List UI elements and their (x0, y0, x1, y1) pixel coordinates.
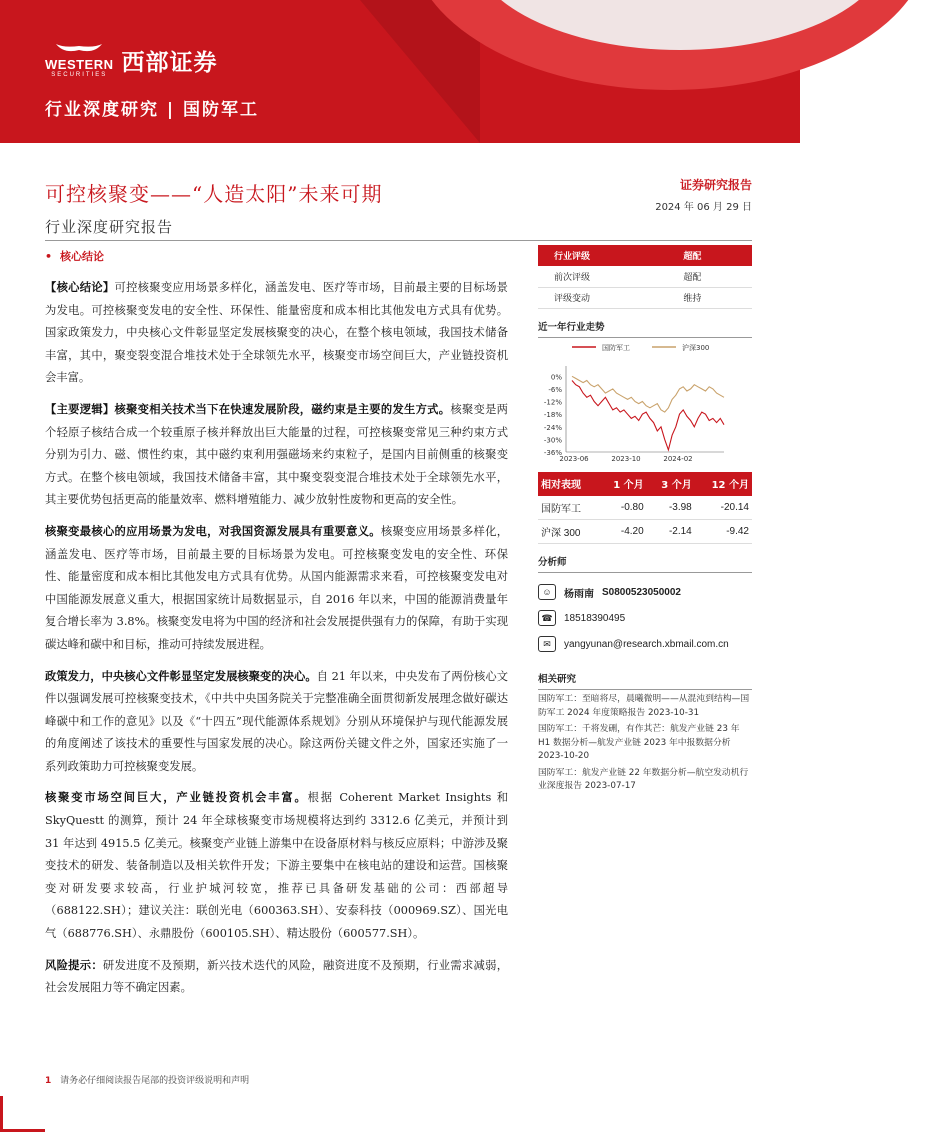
paragraph-text: 可控核聚变应用场景多样化，涵盖发电、医疗等市场，目前最主要的目标场景为发电。可控核聚变发电的安全性、环保性、能量密度和成本相比其他发电方式具有优势。国家政策发力，中央核心文件彰显坚定发展核聚变的决心，在整个核电领域，我国技术储备丰富，其中，聚变裂变混合堆技术处于全球领先水平，核聚变市场空间巨大，产业链投资机会丰富。 (45, 281, 508, 385)
rating-label: 行业评级 (538, 245, 667, 266)
performance-header (538, 472, 752, 496)
x-tick-label: 2023-06 (559, 454, 589, 463)
brand-cn: 西部证券 (121, 49, 218, 76)
paragraph-lead: 风险提示： (45, 957, 103, 972)
legend-label: 国防军工 (602, 343, 630, 352)
related-item[interactable]: 国防军工：航发产业链 22 年数据分析—航空发动机行业深度报告 2023-07-17 (538, 767, 749, 791)
footer (45, 1073, 249, 1086)
performance-header-cell: 3 个月 (647, 472, 695, 496)
analyst-row (538, 579, 752, 605)
analyst-email[interactable]: yangyunan@research.xbmail.com.cn (564, 638, 729, 650)
table-cell: 国防军工 (538, 496, 599, 520)
performance-table (538, 472, 752, 545)
footer-disclaimer: 请务必仔细阅读报告尾部的投资评级说明和声明 (60, 1076, 250, 1086)
rating-label: 评级变动 (538, 287, 667, 308)
analyst-name: 杨雨南 (564, 588, 594, 600)
table-row (538, 496, 752, 520)
analyst-email-row (538, 631, 752, 657)
table-cell: -9.42 (695, 520, 752, 544)
paragraph (45, 665, 508, 779)
trend-chart-svg (538, 338, 752, 463)
analyst-title: 分析师 (538, 554, 752, 573)
y-tick-label: -36% (543, 448, 562, 457)
paragraph-lead: 政策发力，中央核心文件彰显坚定发展核聚变的决心。 (45, 668, 317, 683)
analyst-cert: S0800523050002 (602, 586, 681, 598)
brand-logo (45, 42, 218, 78)
table-cell: -2.14 (647, 520, 695, 544)
series-line (572, 380, 724, 449)
paragraph-text: 根据 Coherent Market Insights 和 SkyQuestt 的测算，预计 24 年全球核聚变市场规模将达到约 3312.6 亿美元，并预计到 31 年达到 4915.5 亿美元。核聚变产业链上游集中在设备原材料与核反应原料；中游涉及聚变技术的研发、装备制造以及相关软件开发；下游主要集中在核电站的建设和运营。国核聚变对研发要求较高，行业护城河较宽，推荐已具备研发基础的公司：西部超导（688122.SH）；建议关注：联创光电（600363.SH）、安泰科技（000969.SZ）、国光电气（688776.SH）、永鼎股份（600105.SH）、精达股份（600577.SH）。 (45, 791, 508, 941)
paragraph (45, 954, 508, 1000)
y-tick-label: -6% (548, 385, 562, 394)
rating-value: 维持 (667, 287, 752, 308)
related-item[interactable]: 国防军工：千将发硎，有作其芒：航发产业链 23 年 H1 数据分析—航发产业链 2023 年中报数据分析 2023-10-20 (538, 724, 740, 761)
person-icon: ☺ (538, 584, 556, 600)
brand-en: WESTERN (45, 57, 114, 72)
report-date: 2024 年 06 月 29 日 (655, 202, 752, 213)
paragraph (45, 786, 508, 945)
paragraph-lead: 核聚变最核心的应用场景为发电，对我国资源发展具有重要意义。 (45, 523, 381, 538)
rating-value: 超配 (667, 245, 752, 266)
rating-row (538, 266, 752, 287)
table-row (538, 520, 752, 544)
table-cell: -0.80 (599, 496, 647, 520)
paragraph (45, 276, 508, 390)
breadcrumb: 行业深度研究 | 国防军工 (45, 100, 260, 120)
table-cell: -20.14 (695, 496, 752, 520)
legend-label: 沪深300 (682, 343, 710, 352)
performance-header-cell: 12 个月 (695, 472, 752, 496)
y-tick-label: -24% (543, 423, 562, 432)
brand-en-sub: SECURITIES (51, 72, 108, 78)
paragraph-lead: 核聚变市场空间巨大，产业链投资机会丰富。 (45, 790, 308, 805)
rating-label: 前次评级 (538, 266, 667, 287)
rating-row (538, 287, 752, 308)
main-text (45, 276, 508, 1008)
y-tick-label: 0% (550, 372, 562, 381)
report-title: 可控核聚变——“人造太阳”未来可期 (45, 182, 383, 206)
table-cell: -4.20 (599, 520, 647, 544)
paragraph-text: 研发进度不及预期，新兴技术迭代的风险，融资进度不及预期，行业需求减弱，社会发展阻力等不确定因素。 (45, 958, 508, 995)
series-line (572, 376, 724, 412)
rating-row (538, 245, 752, 266)
related-item[interactable]: 国防军工：至暗将尽，晨曦微明——从混沌到结构—国防军工 2024 年度策略报告 2023-10-31 (538, 694, 750, 718)
x-tick-label: 2023-10 (611, 454, 641, 463)
related-title: 相关研究 (538, 671, 752, 690)
corner-decoration (0, 1096, 45, 1132)
x-tick-label: 2024-02 (663, 454, 693, 463)
trend-title: 近一年行业走势 (538, 319, 752, 338)
report-type: 证券研究报告 (679, 178, 752, 192)
email-icon: ✉ (538, 636, 556, 652)
performance-header-cell: 1 个月 (599, 472, 647, 496)
y-tick-label: -12% (543, 398, 562, 407)
related-list (538, 693, 752, 794)
phone-icon: ☎ (538, 610, 556, 626)
analyst-phone: 18518390495 (564, 612, 626, 624)
paragraph-lead: 【主要逻辑】核聚变相关技术当下在快速发展阶段，磁约束是主要的发生方式。 (45, 401, 451, 416)
trend-chart (538, 338, 752, 463)
table-cell: 沪深 300 (538, 520, 599, 544)
paragraph-text: 核聚变是两个轻原子核结合成一个较重原子核并释放出巨大能量的过程，可控核聚变常见三种约束方式分别为引力、磁、惯性约束，其中磁约束利用强磁场来约束粒子，是国内目前侧重的核聚变方式。在整个核电领域，我国技术储备丰富，其中聚变裂变混合堆技术处于全球领先水平，其主要优势包括更高的能量效率、燃料增殖能力、减少放射性废物和更高的安全性。 (45, 402, 508, 507)
section-heading: • 核心结论 (45, 248, 104, 264)
page-number: 1 (45, 1076, 52, 1086)
paragraph-text: 自 21 年以来，中央发布了两份核心文件以强调发展可控核聚变技术，《中共中央国务院关于完整准确全面贯彻新发展理念做好碳达峰碳中和工作的意见》以及《“十四五”现代能源体系规划》分别从环境保护与现代能源发展的角度阐述了该技术的重要性与国家发展的决心。除这两份关键文件之外，国家还实施了一系列政策助力可控核聚变发展。 (45, 669, 508, 773)
table-cell: -3.98 (647, 496, 695, 520)
paragraph-lead: 【核心结论】 (45, 280, 115, 294)
rating-table (538, 245, 752, 309)
paragraph (45, 520, 508, 657)
rating-value: 超配 (667, 266, 752, 287)
paragraph-text: 核聚变应用场景多样化，涵盖发电、医疗等市场，目前最主要的目标场景为发电。可控核聚变发电的安全性、环保性、能量密度和成本相比其他发电方式具有优势。从国内能源需求来看，可控核聚变发电对中国能源发展意义重大，根据国家统计局数据显示，自 2016 年以来，中国的能源消费量年复合增长率为 3.8%。核聚变发电将为中国的经济和社会发展提供强有力的保障，有助于实现碳达峰和碳中和目标，推动可持续发展进程。 (45, 524, 508, 651)
sidebar (538, 245, 752, 794)
divider (45, 240, 752, 241)
y-tick-label: -18% (543, 410, 562, 419)
y-tick-label: -30% (543, 435, 562, 444)
analyst-phone-row (538, 605, 752, 631)
paragraph (45, 398, 508, 512)
bull-logo-icon (54, 42, 104, 56)
performance-header-cell: 相对表现 (538, 472, 599, 496)
header-banner (0, 0, 800, 143)
report-subtitle: 行业深度研究报告 (45, 218, 174, 236)
